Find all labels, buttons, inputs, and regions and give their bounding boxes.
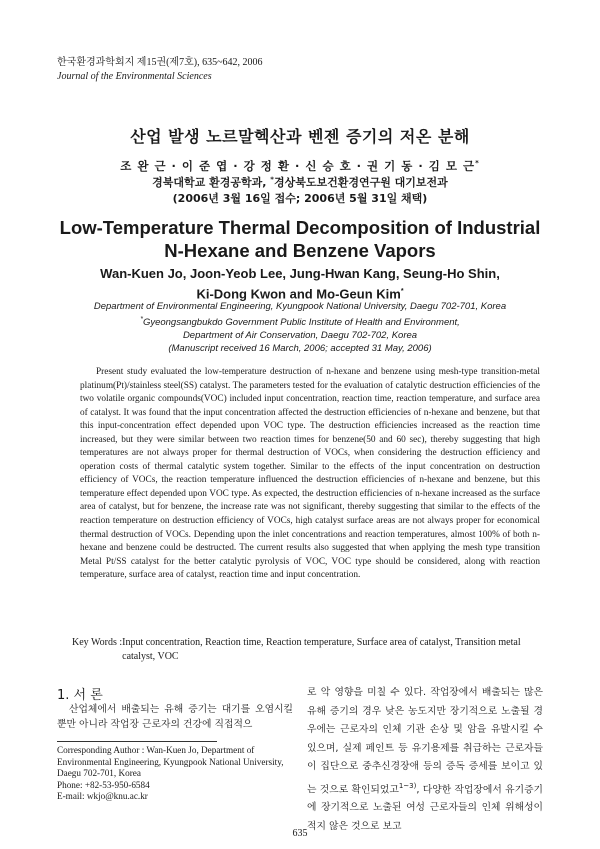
affiliation-korean-1: 경북대학교 환경공학과, xyxy=(152,176,271,189)
abstract xyxy=(80,366,540,583)
affiliation-korean-mark: * xyxy=(270,175,274,184)
affiliation-english-line2-text: Gyeongsangbukdo Government Public Institute of Health and Environment, xyxy=(142,317,460,329)
affiliation-english-line1: Department of Environmental Engineering, Kyungpook National University, Daegu 702-701, Korea xyxy=(93,301,507,312)
footnote-phone: Phone: +82-53-950-6584 xyxy=(57,779,150,790)
body-paragraph-right xyxy=(307,684,543,836)
authors-english xyxy=(0,265,600,303)
body-column-right xyxy=(307,684,543,836)
authors-english-mark: * xyxy=(400,288,404,295)
title-korean: 산업 발생 노르말헥산과 벤젠 증기의 저온 분해 xyxy=(130,127,470,146)
affiliation-korean-2: 경상북도보건환경연구원 대기보전과 xyxy=(273,176,448,189)
affiliation-english-line2 xyxy=(0,313,600,329)
affiliation-english-mark: * xyxy=(140,316,143,323)
journal-name: Journal of the Environmental Sciences xyxy=(57,71,212,82)
keywords-list: Input concentration, Reaction time, Reaction temperature, Surface area of catalyst, Transition metal catalyst, VOC xyxy=(122,637,521,662)
affiliation-korean xyxy=(0,174,600,190)
section-heading-introduction: 1. 서 론 xyxy=(57,688,103,703)
received-date-korean: (2006년 3월 16일 접수; 2006년 5월 31일 채택) xyxy=(172,192,428,205)
keywords-label: Key Words : xyxy=(72,637,123,648)
page-number: 635 xyxy=(292,828,308,839)
corresponding-author-footnote xyxy=(57,745,297,803)
body-paragraph-left: 산업체에서 배출되는 유해 증기는 대기를 오염시킬 뿐만 아니라 작업장 근로자의 건강에 직접적으 xyxy=(57,704,293,730)
manuscript-dates: (Manuscript received 16 March, 2006; accepted 31 May, 2006) xyxy=(168,343,432,355)
authors-korean xyxy=(0,158,600,174)
footnote-line1: Corresponding Author : Wan-Kuen Jo, Department of xyxy=(57,745,255,755)
body-right-text-b: , 다양한 작업장에서 유기증기에 장기적으로 노출된 여성 근로자들의 인체 위해성이 적지 않은 것으로 보고 xyxy=(307,783,543,832)
keywords-row xyxy=(72,636,547,664)
keywords xyxy=(72,636,547,664)
affiliation-english xyxy=(0,300,600,355)
authors-english-line1: Wan-Kuen Jo, Joon-Yeob Lee, Jung-Hwan Kang, Seung-Ho Shin, xyxy=(100,266,500,281)
title-english-line1: Low-Temperature Thermal Decomposition of Industrial xyxy=(59,217,541,238)
affiliation-english-line3: Department of Air Conservation, Daegu 702-702, Korea xyxy=(182,330,418,342)
footnote-divider xyxy=(57,741,217,742)
journal-citation: 한국환경과학회지 제15권(제7호), 635~642, 2006 xyxy=(57,57,263,68)
title-english xyxy=(0,216,600,262)
footnote-line2: Environmental Engineering, Kyungpook National University, xyxy=(57,756,284,767)
title-english-line2: N-Hexane and Benzene Vapors xyxy=(164,240,436,261)
authors-korean-names: 조 완 근 · 이 준 엽 · 강 정 환 · 신 승 호 · 권 기 동 · 김 모 근 xyxy=(120,159,476,173)
authors-korean-mark: * xyxy=(475,159,480,168)
reference-citation: 1~3) xyxy=(398,781,417,790)
journal-header xyxy=(57,56,263,84)
body-right-text-a: 로 악 영향을 미칠 수 있다. 작업장에서 배출되는 많은 유해 증기의 경우 낮은 농도지만 장기적으로 노출될 경우에는 근로자의 인체 기관 손상 및 암을 유발시킬 수 있으며, 실제 페인트 등 유기용제를 취급하는 근로자들이 집단으로 중추신경장애 등의 증독 증세를 보이고 있는 것으로 확인되었고 xyxy=(307,687,543,795)
footnote-email: E-mail: wkjo@knu.ac.kr xyxy=(57,791,148,802)
body-column-left xyxy=(57,702,293,732)
authors-english-line2-text: Ki-Dong Kwon and Mo-Geun Kim xyxy=(196,286,401,302)
footnote-line3: Daegu 702-701, Korea xyxy=(57,768,141,779)
abstract-text: Present study evaluated the low-temperature destruction of n-hexane and benzene using mesh-type transition-metal platinum(Pt)/stainless steel(SS) catalyst. The parameters tested for the evaluation of catalytic destruction efficiencies of the two volatile organic compounds(VOC) included input concentration, reaction time, reaction temperature, and surface area of catalyst. It was found that the input concentration affected the destruction efficiencies of n-hexane and benzene, but that this input-concentration effect depended upon VOC type. The destruction efficiencies increased as the reaction time increased, but they were similar between two reaction times for benzene(50 and 60 sec), thereby suggesting that high temperatures are not always proper for thermal destruction of VOCs, when considering the destruction efficiency and operation costs of thermal catalytic system together. Similar to the effects of the input concentration on destruction efficiency of VOCs, the reaction temperature influenced the destruction efficiencies of n-hexane and benzene, but this temperature effect depended upon VOC type. As expected, the destruction efficiencies of n-hexane increased as the surface area of catalyst, but for benzene, the increase rate was not significant, thereby suggesting that similar to the effects of the reaction temperature on destruction efficiency of VOCs, high catalyst surface areas are not always proper for economical thermal destruction of VOCs. Depending upon the inlet concentrations and reaction temperatures, almost 100% of both n-hexane and benzene could be destructed. The current results also suggested that when applying the mesh type transition Metal Pt/SS catalyst for the better catalytic pyrolysis of VOC, VOC type should be considered, along with reaction temperature, surface area of catalyst, reaction time and input concentration. xyxy=(80,367,540,581)
